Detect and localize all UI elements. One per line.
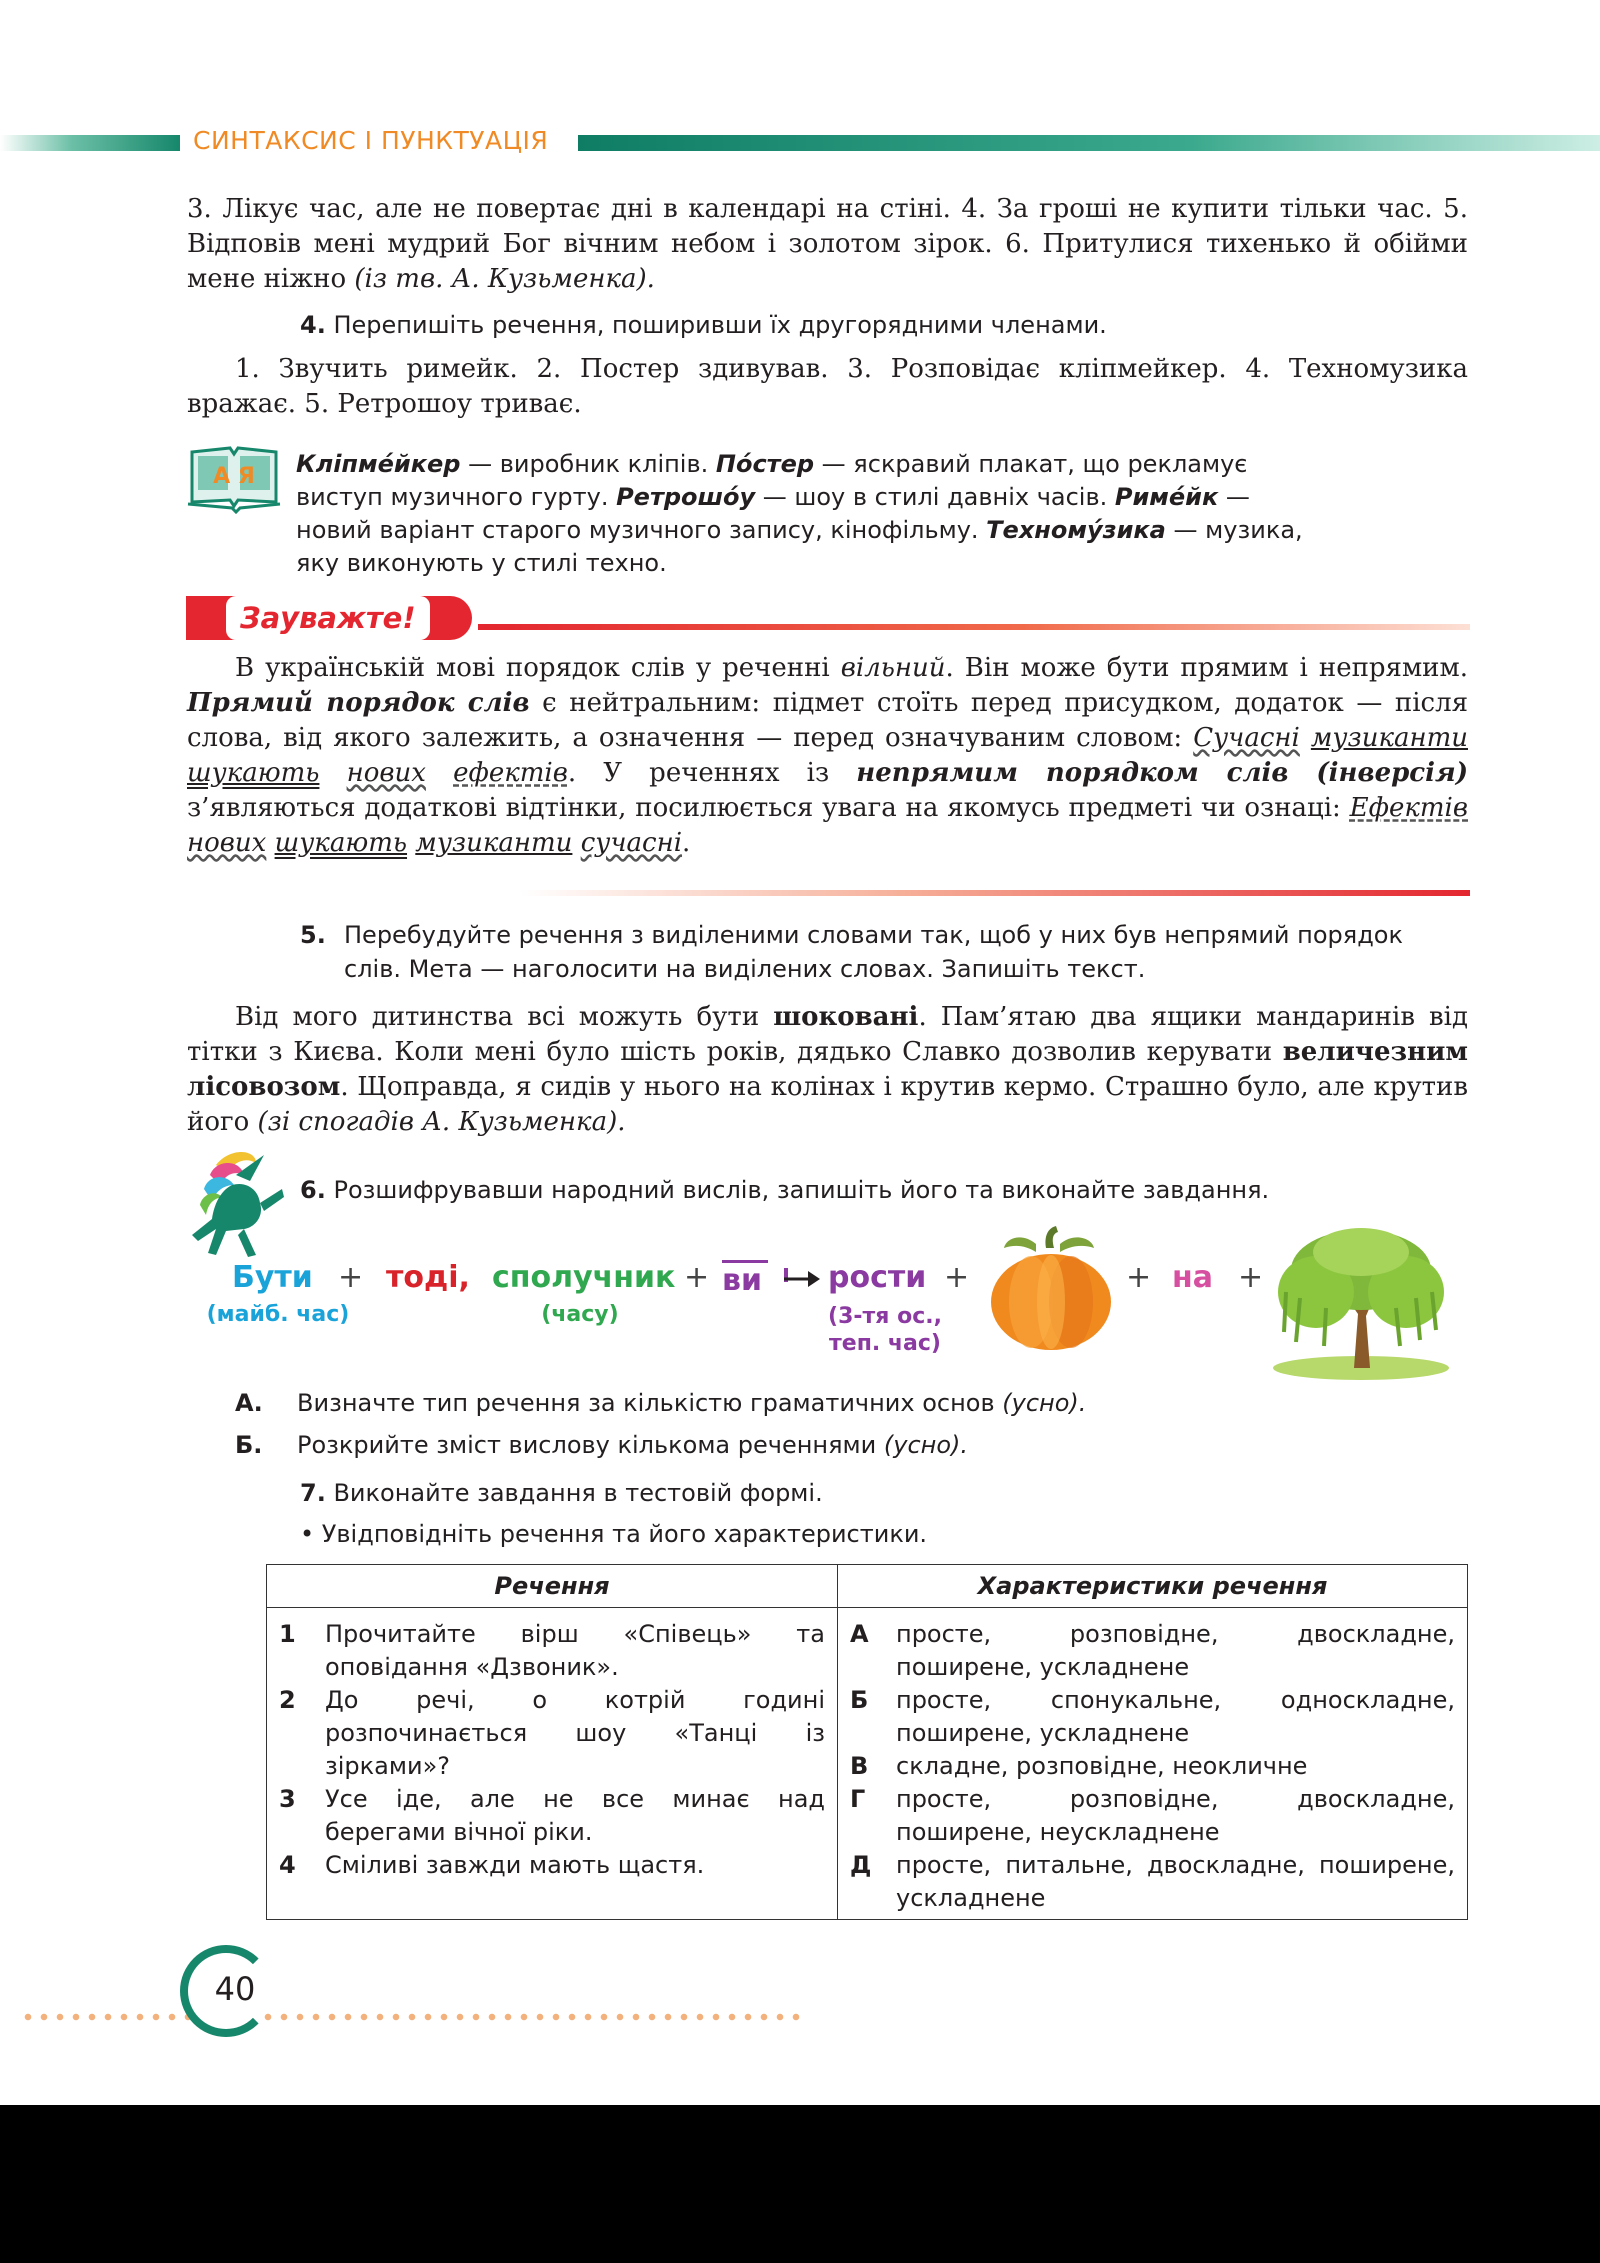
subtask-text: Розкрийте зміст вислову кількома реченнями	[297, 1431, 877, 1459]
task-4-text: Перепишіть речення, поширивши їх другорядними членами.	[333, 311, 1107, 339]
row-text: просте, спонукальне, односкладне, поширене, ускладнене	[896, 1686, 1455, 1747]
rebus-word-buty: Бути	[232, 1260, 313, 1295]
task-5-body: Від мого дитинства всі можуть бути	[235, 1002, 774, 1032]
task-7-text: Виконайте завдання в тестовій формі.	[333, 1479, 823, 1507]
row-key: А	[850, 1620, 869, 1648]
subtask-key: Б.	[235, 1431, 263, 1459]
task-6-number: 6.	[300, 1176, 326, 1204]
task-6-text: Розшифрувавши народний вислів, запишіть його та виконайте завдання.	[333, 1176, 1270, 1204]
example-word: музиканти	[415, 828, 573, 858]
rebus-plus: +	[1126, 1260, 1152, 1295]
example-word: Ефектів	[1349, 793, 1468, 823]
note-text: є нейтральним: підмет стоїть перед присудком, додаток — після слова, від якого залежить, а означення — перед означуваним словом:	[187, 688, 1468, 753]
section-title: СИНТАКСИС І ПУНКТУАЦІЯ	[193, 126, 549, 155]
row-key: 1	[279, 1620, 296, 1648]
task-7-instruction	[300, 1479, 823, 1507]
sentences-column	[267, 1608, 838, 1920]
intro-source: (із тв. А. Кузьменка).	[354, 264, 655, 294]
subtask-key: А.	[235, 1389, 263, 1417]
glossary-icon-letters: А Я	[213, 464, 255, 489]
example-word: музиканти	[1310, 723, 1468, 753]
intro-text: 3. Лікує час, але не повертає дні в календарі на стіні. 4. За гроші не купити тільки час. 5. Відповів мені мудрий Бог вічним небом і золотом зірок. 6. Притулися тихенько й обійми мене ніжно	[187, 194, 1468, 294]
note-term: Прямий порядок слів	[187, 688, 530, 718]
table-row	[850, 1849, 1455, 1915]
table-row	[850, 1750, 1455, 1783]
note-divider-top	[478, 624, 1470, 630]
example-word: нових	[346, 758, 426, 788]
note-paragraph	[187, 651, 1468, 861]
example-word: Сучасні	[1193, 723, 1300, 753]
subtask-text: Визначте тип речення за кількістю граматичних основ	[297, 1389, 995, 1417]
rebus-note-person: (3-тя ос.,	[828, 1304, 942, 1329]
footer-dot-line	[20, 2012, 800, 2022]
arrow-right-icon	[782, 1268, 822, 1290]
note-text: з’являються додаткові відтінки, посилюється увага на якомусь предметі чи ознаці:	[187, 793, 1350, 823]
task-5-paragraph	[187, 1000, 1468, 1140]
row-key: 2	[279, 1686, 296, 1714]
subtask-note: (усно).	[883, 1431, 969, 1459]
note-term: вільний	[840, 653, 946, 683]
row-text: просте, питальне, двоскладне, поширене, ускладнене	[896, 1851, 1455, 1912]
header-stripe-left	[0, 135, 180, 151]
page-bottom-background	[0, 2105, 1600, 2263]
rebus-word-conjunction: сполучник	[492, 1260, 676, 1295]
table-row	[850, 1684, 1455, 1750]
glossary-definition: — шоу в стилі давніх часів.	[755, 483, 1115, 511]
row-key: Д	[850, 1851, 872, 1879]
willow-tree-icon	[1266, 1222, 1456, 1382]
rebus-prefix-vy: ви	[722, 1260, 768, 1298]
row-text: Сміливі завжди мають щастя.	[325, 1851, 705, 1879]
task-7-number: 7.	[300, 1479, 326, 1507]
table-row	[279, 1684, 825, 1783]
task-5-body: . Пам’ятаю два ящики мандаринів від тітки з Києва. Коли мені було шість років, дядько Славко дозволив керувати	[187, 1002, 1468, 1067]
note-text: . Він може бути прямим і непрямим.	[945, 653, 1468, 683]
note-text: .	[682, 828, 691, 858]
note-text: . У реченнях із	[567, 758, 857, 788]
row-key: Б	[850, 1686, 869, 1714]
task-5-source: (зі спогадів А. Кузьменка).	[257, 1107, 626, 1137]
rebus-plus: +	[338, 1260, 364, 1295]
note-term: непрямим порядком слів (інверсія)	[856, 758, 1468, 788]
rebus-word-rosty: рости	[828, 1260, 927, 1295]
glossary-definition: — новий варіант старого музичного запису, кінофільму.	[296, 483, 1250, 544]
header-stripe-right	[578, 135, 1600, 151]
task-5-number: 5.	[300, 921, 326, 949]
rebus-word-todi: тоді,	[386, 1260, 470, 1295]
example-word: шукають	[274, 828, 408, 858]
rebus-plus: +	[1238, 1260, 1264, 1295]
row-text: До речі, о котрій годині розпочинається шоу «Танці із зірками»?	[325, 1686, 825, 1780]
row-text: Усе іде, але не все минає над берегами вічної ріки.	[325, 1785, 825, 1846]
row-key: 4	[279, 1851, 296, 1879]
table-row	[850, 1618, 1455, 1684]
row-text: складне, розповідне, неокличне	[896, 1752, 1308, 1780]
rebus-note-time: (часу)	[541, 1302, 619, 1327]
table-header-sentences: Речення	[267, 1565, 838, 1608]
task-4-instruction	[300, 311, 1107, 339]
matching-table	[266, 1564, 1468, 1920]
rebus-plus: +	[944, 1260, 970, 1295]
task-7-bullet: • Увідповідніть речення та його характеристики.	[300, 1520, 928, 1548]
highlighted-word: величезним лісовозом	[187, 1037, 1468, 1102]
note-text: В українській мові порядок слів у реченні	[235, 653, 841, 683]
glossary-term: Риме́йк	[1114, 483, 1219, 511]
note-label: Зауважте!	[226, 596, 430, 640]
example-word: ефектів	[453, 758, 568, 788]
example-word: сучасні	[580, 828, 683, 858]
subtask-note: (усно).	[1002, 1389, 1087, 1417]
note-divider-bottom	[520, 890, 1470, 896]
table-row	[850, 1783, 1455, 1849]
glossary-definition: — яскравий плакат, що рекламує виступ музичного гурту.	[296, 450, 1248, 511]
rebus-note-tense: (майб. час)	[206, 1302, 350, 1327]
task-5-body: . Щоправда, я сидів у нього на колінах і крутив кермо. Страшно було, але крутив його	[187, 1072, 1468, 1137]
task-5-instruction	[300, 918, 1414, 986]
example-word: нових	[187, 828, 267, 858]
table-row	[279, 1783, 825, 1849]
page-number: 40	[214, 1970, 256, 2008]
table-row	[279, 1849, 825, 1882]
glossary-definition: — музика, яку виконують у стилі техно.	[296, 516, 1303, 577]
glossary-term: Кліпме́йкер	[296, 450, 461, 478]
glossary-term: Техному́зика	[986, 516, 1166, 544]
rebus-plus: +	[684, 1260, 710, 1295]
glossary-text	[296, 448, 1332, 580]
row-key: 3	[279, 1785, 296, 1813]
intro-paragraph	[187, 192, 1468, 297]
rebus-note-present: теп. час)	[829, 1331, 941, 1356]
rebus-word-na: на	[1172, 1260, 1213, 1295]
example-word: шукають	[187, 758, 320, 788]
unicorn-icon	[186, 1145, 292, 1265]
task-5-text: Перебудуйте речення з виділеними словами так, щоб у них був непрямий порядок слів. Мета — наголосити на виділених словах. Запишіть текст.	[344, 921, 1403, 983]
row-key: В	[850, 1752, 869, 1780]
highlighted-word: шоковані	[773, 1002, 919, 1032]
subtask-b	[235, 1431, 968, 1459]
pumpkin-icon	[986, 1222, 1116, 1352]
subtask-a	[235, 1389, 1086, 1417]
characteristics-column	[838, 1608, 1468, 1920]
dictionary-book-icon	[186, 442, 282, 514]
glossary-term: По́стер	[715, 450, 815, 478]
task-6-instruction	[300, 1176, 1269, 1204]
row-text: просте, розповідне, двоскладне, поширене, неускладнене	[896, 1785, 1455, 1846]
glossary-term: Ретрошо́у	[616, 483, 756, 511]
row-key: Г	[850, 1785, 866, 1813]
table-row	[279, 1618, 825, 1684]
glossary-definition: — виробник кліпів.	[460, 450, 716, 478]
table-header-characteristics: Характеристики речення	[838, 1565, 1468, 1608]
task-4-number: 4.	[300, 311, 326, 339]
task-4-sentences: 1. Звучить римейк. 2. Постер здивував. 3. Розповідає кліпмейкер. 4. Техномузика вражає. 5. Ретрошоу триває.	[187, 354, 1468, 419]
row-text: Прочитайте вірш «Співець» та оповідання «Дзвоник».	[325, 1620, 825, 1681]
row-text: просте, розповідне, двоскладне, поширене, ускладнене	[896, 1620, 1455, 1681]
